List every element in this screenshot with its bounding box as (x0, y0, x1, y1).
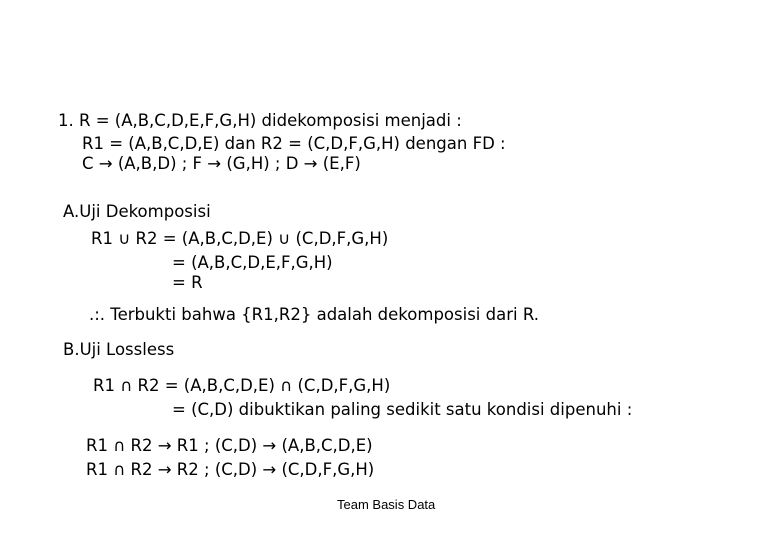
union-step-2: = (A,B,C,D,E,F,G,H) (172, 253, 333, 272)
problem-line-2: R1 = (A,B,C,D,E) dan R2 = (C,D,F,G,H) dengan FD : (82, 134, 506, 153)
lossless-condition-1: R1 ∩ R2 → R1 ; (C,D) → (A,B,C,D,E) (86, 436, 373, 455)
section-a-heading: A.Uji Dekomposisi (63, 202, 211, 221)
lossless-condition-2: R1 ∩ R2 → R2 ; (C,D) → (C,D,F,G,H) (86, 460, 375, 479)
decomposition-conclusion: .:. Terbukti bahwa {R1,R2} adalah dekomposisi dari R. (89, 305, 539, 324)
section-b-heading: B.Uji Lossless (63, 340, 175, 359)
footer-text: Team Basis Data (337, 497, 436, 512)
problem-line-1: 1. R = (A,B,C,D,E,F,G,H) didekomposisi menjadi : (58, 111, 462, 130)
functional-dependencies: C → (A,B,D) ; F → (G,H) ; D → (E,F) (82, 154, 361, 173)
intersection-step-1: R1 ∩ R2 = (A,B,C,D,E) ∩ (C,D,F,G,H) (93, 376, 391, 395)
intersection-step-2: = (C,D) dibuktikan paling sedikit satu kondisi dipenuhi : (172, 400, 633, 419)
union-step-3: = R (172, 273, 203, 292)
union-step-1: R1 ∪ R2 = (A,B,C,D,E) ∪ (C,D,F,G,H) (91, 229, 389, 248)
